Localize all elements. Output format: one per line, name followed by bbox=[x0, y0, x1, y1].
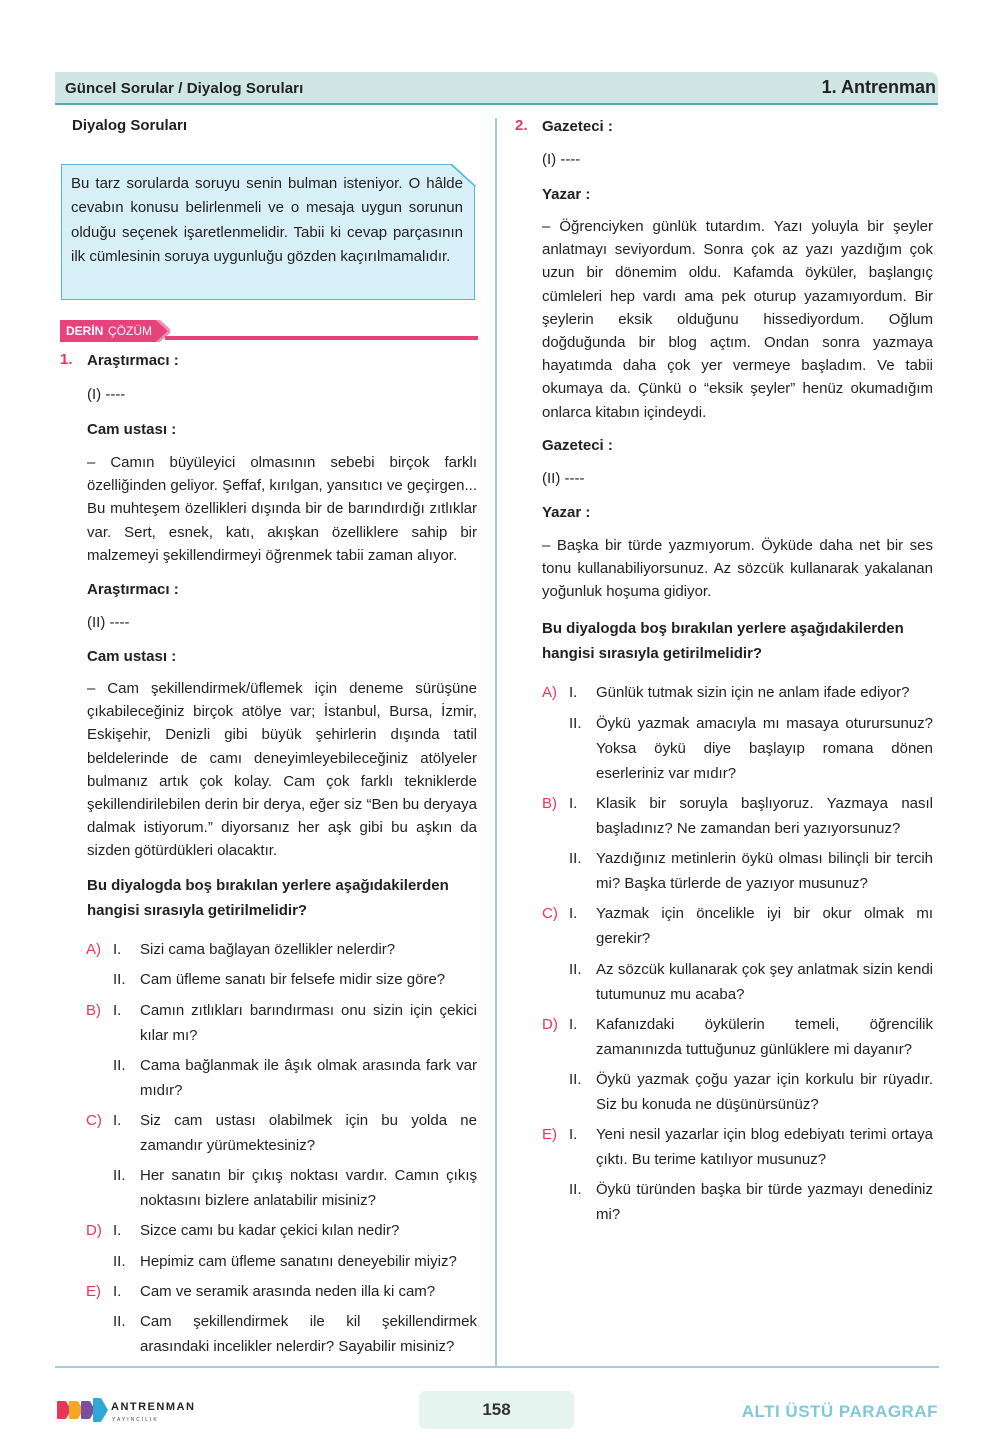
roman-ii: II. bbox=[569, 961, 582, 978]
q1-speaker-1: Araştırmacı : bbox=[87, 352, 179, 369]
roman-i: I. bbox=[113, 1283, 122, 1300]
q2-question-stem: Bu diyalogda boş bırakılan yerlere aşağıdakilerden hangisi sırasıyla getirilmelidir? bbox=[542, 620, 904, 662]
q2-option-b-ii: Yazdığınız metinlerin öykü olması bilinçli bir tercih mi? Başka türlerde de yazıyor musunuz? bbox=[596, 850, 933, 892]
roman-i: I. bbox=[113, 1112, 122, 1129]
book-brand: ALTI ÜSTÜ PARAGRAF bbox=[741, 1402, 938, 1421]
roman-ii: II. bbox=[113, 1057, 126, 1074]
roman-ii: II. bbox=[113, 1313, 126, 1330]
q2-option-d-i: Kafanızdaki öykülerin temeli, öğrencilik zamanınızda tuttuğunuz günlüklere mi dayanır? bbox=[596, 1016, 933, 1058]
q2-option-b-i: Klasik bir soruyla başlıyoruz. Yazmaya nasıl başladınız? Ne zamandan beri yazıyorsunuz? bbox=[596, 795, 933, 837]
derin-underline bbox=[165, 336, 478, 340]
roman-ii: II. bbox=[113, 1253, 126, 1270]
info-box-text: Bu tarz sorularda soruyu senin bulman isteniyor. O hâlde cevabın konusu belirlenmeli ve o mesaja uygun sorunun olduğu seçenek işaretlenmelidir. Tabii ki cevap parçasının ilk cümlesinin soruya uygunluğu gözden kaçırılmamalıdır. bbox=[71, 175, 463, 266]
q1-speaker-4: Cam ustası : bbox=[87, 648, 177, 665]
q2-option-c-ii: Az sözcük kullanarak çok şey anlatmak sizin kendi tutumunuz mu acaba? bbox=[596, 961, 933, 1003]
roman-ii: II. bbox=[569, 1071, 582, 1088]
q1-option-a-letter[interactable]: A) bbox=[86, 941, 101, 958]
q2-option-a-i: Günlük tutmak sizin için ne anlam ifade ediyor? bbox=[596, 684, 910, 701]
logo-text: ANTRENMAN bbox=[111, 1401, 196, 1413]
roman-i: I. bbox=[569, 795, 578, 812]
q1-speaker-3: Araştırmacı : bbox=[87, 581, 179, 598]
q2-speaker-4: Yazar : bbox=[542, 504, 591, 521]
header-title: Güncel Sorular / Diyalog Soruları bbox=[65, 80, 304, 97]
q1-option-b-i: Camın zıtlıkları barındırması onu sizin için çekici kılar mı? bbox=[140, 1002, 477, 1044]
roman-i: I. bbox=[569, 905, 578, 922]
section-title: Diyalog Soruları bbox=[72, 117, 188, 134]
q1-option-d-ii: Hepimiz cam üfleme sanatını deneyebilir miyiz? bbox=[140, 1253, 457, 1270]
roman-i: I. bbox=[113, 1002, 122, 1019]
roman-ii: II. bbox=[113, 1167, 126, 1184]
badge-cozum: ÇÖZÜM bbox=[108, 324, 152, 338]
q2-option-e-ii: Öykü türünden başka bir türde yazmayı denediniz mi? bbox=[596, 1181, 933, 1223]
q2-answer-1: – Öğrenciyken günlük tutardım. Yazı yoluyla bir şeyler anlatmayı seviyordum. Sonra çok az yazı yazdığım çok uzun bir dönemim oldu. Kafamda öyküler, başlangıç cümleleri hep vardı ama pek oturup yazamıyordum. Bir şeylerin eksik olduğunu hissediyordum. Oğlum doğduğunda bir blog açtım. Ondan sonra yazmaya hayatımda daha çok yer vermeye başladım. Ve tabii okumaya da. Çünkü o “eksik şeyler” henüz okumadığım onlarca kitabın içindeydi. bbox=[542, 218, 933, 421]
q1-option-e-letter[interactable]: E) bbox=[86, 1283, 101, 1300]
q1-option-a-ii: Cam üfleme sanatı bir felsefe midir size göre? bbox=[140, 971, 446, 988]
q1-option-e-i: Cam ve seramik arasında neden illa ki cam? bbox=[140, 1283, 436, 1300]
q1-option-c-ii: Her sanatın bir çıkış noktası vardır. Camın çıkış noktasını bizlere anlatabilir misiniz? bbox=[140, 1167, 477, 1209]
q1-question-stem: Bu diyalogda boş bırakılan yerlere aşağıdakilerden hangisi sırasıyla getirilmelidir? bbox=[87, 877, 449, 919]
q1-answer-1: – Camın büyüleyici olmasının sebebi birçok farklı özelliğinden geliyor. Şeffaf, kırılgan, yansıtıcı ve geçirgen... Bu muhteşem özellikleri dışında bir de barındırdığı zıtlıklar var. Sert, esnek, katı, akışkan özelliklere sahip bir malzemeyi şekillendirmeyi öğrenmek tabii zaman alıyor. bbox=[87, 454, 477, 564]
q2-option-e-letter[interactable]: E) bbox=[542, 1126, 557, 1143]
logo-subtext: YAYINCILIK bbox=[112, 1417, 159, 1423]
q2-speaker-1: Gazeteci : bbox=[542, 118, 613, 135]
page-number: 158 bbox=[482, 1400, 511, 1419]
q2-option-c-letter[interactable]: C) bbox=[542, 905, 558, 922]
roman-i: I. bbox=[569, 1016, 578, 1033]
q1-speaker-2: Cam ustası : bbox=[87, 421, 177, 438]
q1-option-d-i: Sizce camı bu kadar çekici kılan nedir? bbox=[140, 1222, 400, 1239]
header-divider bbox=[55, 103, 938, 105]
header-section: 1. Antrenman bbox=[821, 77, 936, 97]
q2-option-a-ii: Öykü yazmak amacıyla mı masaya oturursunuz? Yoksa öykü diye başlayıp romana dönen eserleriniz var mıdır? bbox=[596, 715, 933, 782]
roman-i: I. bbox=[569, 1126, 578, 1143]
q2-speaker-3: Gazeteci : bbox=[542, 437, 613, 454]
q1-option-d-letter[interactable]: D) bbox=[86, 1222, 102, 1239]
q2-option-c-i: Yazmak için öncelikle iyi bir okur olmak mı gerekir? bbox=[596, 905, 933, 947]
publisher-logo bbox=[56, 1393, 196, 1427]
q2-option-b-letter[interactable]: B) bbox=[542, 795, 557, 812]
derin-cozum-badge bbox=[60, 320, 170, 342]
roman-ii: II. bbox=[113, 971, 126, 988]
q1-blank-1: (I) ---- bbox=[87, 386, 126, 403]
roman-ii: II. bbox=[569, 850, 582, 867]
q2-option-d-ii: Öykü yazmak çoğu yazar için korkulu bir rüyadır. Siz bu konuda ne düşünürsünüz? bbox=[596, 1071, 933, 1113]
roman-i: I. bbox=[569, 684, 578, 701]
q2-option-d-letter[interactable]: D) bbox=[542, 1016, 558, 1033]
q1-option-b-ii: Cama bağlanmak ile âşık olmak arasında fark var mıdır? bbox=[140, 1057, 477, 1099]
roman-ii: II. bbox=[569, 715, 582, 732]
question-1-number: 1. bbox=[60, 351, 73, 368]
q2-blank-1: (I) ---- bbox=[542, 151, 581, 168]
roman-i: I. bbox=[113, 1222, 122, 1239]
roman-ii: II. bbox=[569, 1181, 582, 1198]
q1-answer-2: – Cam şekillendirmek/üflemek için deneme sürüşüne çıkabileceğiniz birçok atölye var; İstanbul, Bursa, İzmir, Eskişehir, Denizli gibi büyük şehirlerin dışında tatil beldelerinde de camı deneyimleyebileceğiniz atölyeler bulmanız artık çok kolay. Cam çok farklı tekniklerde şekillendirilebilen derin bir derya, eğer siz “Ben bu deryaya dalmak istiyorum.” diyorsanız her aşk gibi bu aşkın da sizden götürdükleri olacaktır. bbox=[87, 680, 477, 860]
q1-option-b-letter[interactable]: B) bbox=[86, 1002, 101, 1019]
q1-blank-2: (II) ---- bbox=[87, 614, 130, 631]
badge-derin: DERİN bbox=[66, 324, 104, 338]
q2-blank-2: (II) ---- bbox=[542, 470, 585, 487]
q1-option-c-i: Siz cam ustası olabilmek için bu yolda ne zamandır yürümektesiniz? bbox=[140, 1112, 477, 1154]
logo-icon bbox=[57, 1398, 108, 1422]
roman-i: I. bbox=[113, 941, 122, 958]
question-2-number: 2. bbox=[515, 117, 528, 134]
q2-answer-2: – Başka bir türde yazmıyorum. Öyküde daha net bir ses tonu kullanabiliyorsunuz. Az sözcük kullanarak yakalanan yoğunluk hoşuma gidiyor. bbox=[542, 537, 933, 601]
q1-option-c-letter[interactable]: C) bbox=[86, 1112, 102, 1129]
q1-option-a-i: Sizi cama bağlayan özellikler nelerdir? bbox=[140, 941, 396, 958]
column-divider bbox=[495, 118, 497, 1366]
footer-divider bbox=[55, 1366, 939, 1368]
q2-option-a-letter[interactable]: A) bbox=[542, 684, 557, 701]
q1-option-e-ii: Cam şekillendirmek ile kil şekillendirmek arasındaki incelikler nelerdir? Sayabilir misiniz? bbox=[140, 1313, 477, 1355]
q2-speaker-2: Yazar : bbox=[542, 186, 591, 203]
q2-option-e-i: Yeni nesil yazarlar için blog edebiyatı terimi ortaya çıktı. Bu terime katılıyor musunuz? bbox=[596, 1126, 933, 1168]
